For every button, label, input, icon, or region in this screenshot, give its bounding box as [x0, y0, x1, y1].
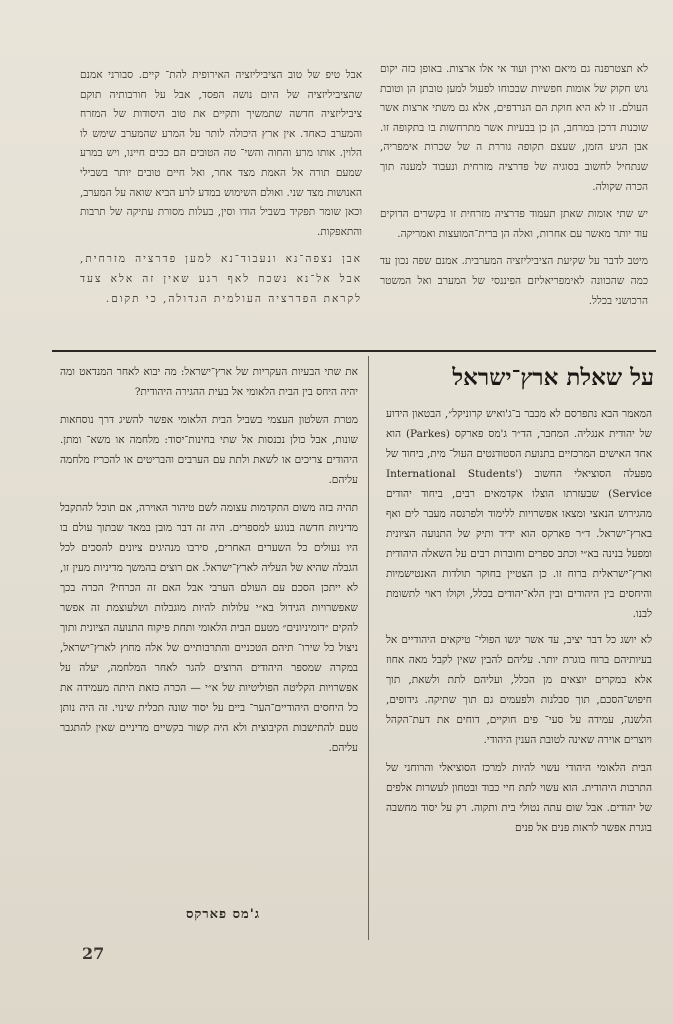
section-divider	[52, 350, 656, 352]
paragraph: את שתי הבעיות העקריות של ארץ־ישראל: מה יבוא לאחר המנדאט ומה יהיה היחס בין הבית הלאומי אל בעית ההגירה היהודית?	[60, 366, 358, 398]
paragraph: מיטב לדבר על שקיעת הציביליזציה המערבית. אמנם שפה נכון עד כמה שהכוונה לאימפריאליזם הפיננסי של המערב ואל המשטר הרכושני בכלל.	[380, 255, 648, 307]
paragraph: תהיה בזה משום התקדמות עצומה לשם טיהור האוירה, אם תוכל להתקבל מדיניות חדשה בנוגע למספרים. היה זה דבר מובן במאד שבתוך עולם בו היו נעולים כל השערים האחרים, סירבו מנהיגים ציונים להסכים לכל הגבלה שהיא של העליה לארץ־ישראל. אם רוצים בהמשך מדיניות מעין זו, לא ייתכן הסכם עם העולם הערבי אבל האם זה הכרחי? הכרה בכך שאפשרויות הגידול בא״י עלולות להיות מוגבלות ושלעוצמת זה אפשר להקים ״דומיניונים״ מטעם הבית הלאומי ותחת פיקוח התנועה הציונית ותוך ניצול כל שירו־ תיהם הטכניים והתרבותיים של אלה מחוץ לארץ־ישראל, במקרה שמספר היהודים הרוצים להגר לאחר המלחמה, יעלה על אפשרויות הקליטה הפוליטיות של א״י — הכרה כזאת היתה מעמידה את כל היחסים היהודיים־הער־ ביים על יסוד שונה תכלית שינוי. זה היה נותן טעם להתישבות הקיבוצית ולא היה קשור בקשיים מדיניים שאין להתגבר עליהם.	[60, 502, 358, 754]
intro-paragraph: המאמר הבא נתפרסם לא מכבר ב־ג'ואיש קרוניקל״, הבטאון הידוע של יהודית אנגליה. המחבר, הד״ר ג'מס פארקס (Parkes) הוא אחד האישים המרכזיים בתנועת הסטודנטים העול־ מית, ביחוד של מפעלה הסוציאלי החשוב (International Students' Service) שבעזרתו הוצלו אקדמאים רבים, ביחוד יהודים מהגירוש הנאצי ומצאו אפשרויות ללימוד ולפרנסה מעבר לים ואף בארץ־ישראל. ד״ר פארקס הוא ידיד ותיק של התנועה הציונית ומפעל בנינה בא״י וכתב ספרים וחוברות רבים על השאלה היהודית וארץ־ישראלית ברוח זו. כן הצטיין בחוקר תולדות האנטישמיות והיחסים בין היהודים ובין הלא־יהודים בכלל, וקולו ראוי לתשומת לבנו.	[386, 408, 652, 620]
paragraph: אבן נצפה־נא ונעבוד־נא למען פדרציה מזרחית, אבל אל־נא נשכח לאף רגע שאין זה אלא צעד לקראת הפדרציה העולמית הגדולה, כי תקום.	[80, 253, 362, 305]
paragraph: לא יושג כל דבר יציב, עד אשר יגשו הפולי־ טיקאים היהודיים אל בעיותיהם ברוח בוגרת יותר. עליהם להבין שאין לקבל מאה אחוז אלא במקרים יוצאים מן הכלל, ועליהם לתת ולשאת, תוך חיפוש־הסכם, תוך סבלנות ולפעמים גם תוך שתיקה. גידופים, הלשנה, עמידה על סעי־ פים חוקיים, דוחים את דעת־הקהל ויוצרים אוירה שאינה לטובת הענין היהודי.	[386, 634, 652, 746]
column-divider	[368, 356, 369, 940]
article-headline: על שאלת ארץ־ישראל	[452, 364, 654, 391]
paragraph: הבית הלאומי היהודי עשוי להיות למרכז הסוציאלי והרוחני של התרבות היהודית. הוא עשוי לתת חיי כבוד ובטחון לעשרות אלפים של יהודים. אבל שום עתה נטולי בית ותקוה. רק על יסוד מחשבה בוגרת אפשר לראות פנים אל פנים	[386, 762, 652, 834]
paragraph: מטרת השלטון העצמי בשביל הבית הלאומי אפשר להשיג דרך נוסחאות שונות, אבל כולן נכנסות אל שתי בחינות־יסוד: מלחמה או משא־ ומתן. היהודים צריכים או לשאת ולתת עם הערבים והבריטים או להכריז מלחמה עליהם.	[60, 414, 358, 486]
author-signature: ג'מס פארקס	[185, 907, 260, 922]
top-right-column	[380, 60, 648, 319]
paragraph: אבל טיפ של טוב הציביליזציה האירופית להת־ קיים. סבורני אמנם שהציביליזציה של היום נושה הפסד, אבל על חורבותיה תוקם ציביליזציה חדשה שתמשיך ותקיים את טוב היסודות של המזרח והמערב כאחד. אין ארץ היכולה לותר על המרע שהמערב שימש לו הלוין. אותו מרע והחוה והשי־ טה הטובים הם ככים חיינו, ויש במרע שמעם תורה אל האמת מצד אחר, ואל חיים טובים יותר בשבילי האנושות מצד שני. ואולם השימוש במדע לרע הביא שואה על המערב, וכאן שומר תפקיד בשביל הודו וסין, בעלות מסורת עתיקה של תרבות והתאפקות.	[80, 69, 362, 238]
article-left-column	[60, 362, 358, 766]
top-left-column	[80, 66, 362, 317]
article-right-column	[386, 630, 652, 846]
article-intro	[386, 404, 652, 632]
paragraph: לא תצטרפנה גם מיאם ואירן ועוד אי אלו ארצות. באופן כזה יקום גוש חקוק של אומות חפשיות שבכוחו לפעול למען טובתן הן וטובת העולם. זו לא היא חוקת הם הנרדפים, אלא גם משתי ארצות אשר שוכנות דרכן במרחב, הן כן בבעיות אשר מתרחשות בו בתקופה זו. אבן הגיע הזמן, שעצם תקופה גוררת ה של שכרות אימפריה, שנתחיל לחשוב בסוגיה של פדרציה מזרחית ונעבוד למענה תוך הכרה שקולה.	[380, 63, 648, 193]
page-number: 27	[82, 944, 105, 963]
paragraph: יש שתי אומות שאתן תעמוד פדרציה מזרחית זו בקשרים הדוקים עוד יותר מאשר עם אחרות, ואלה הן ברית־המועצות ואמריקה.	[380, 208, 648, 240]
